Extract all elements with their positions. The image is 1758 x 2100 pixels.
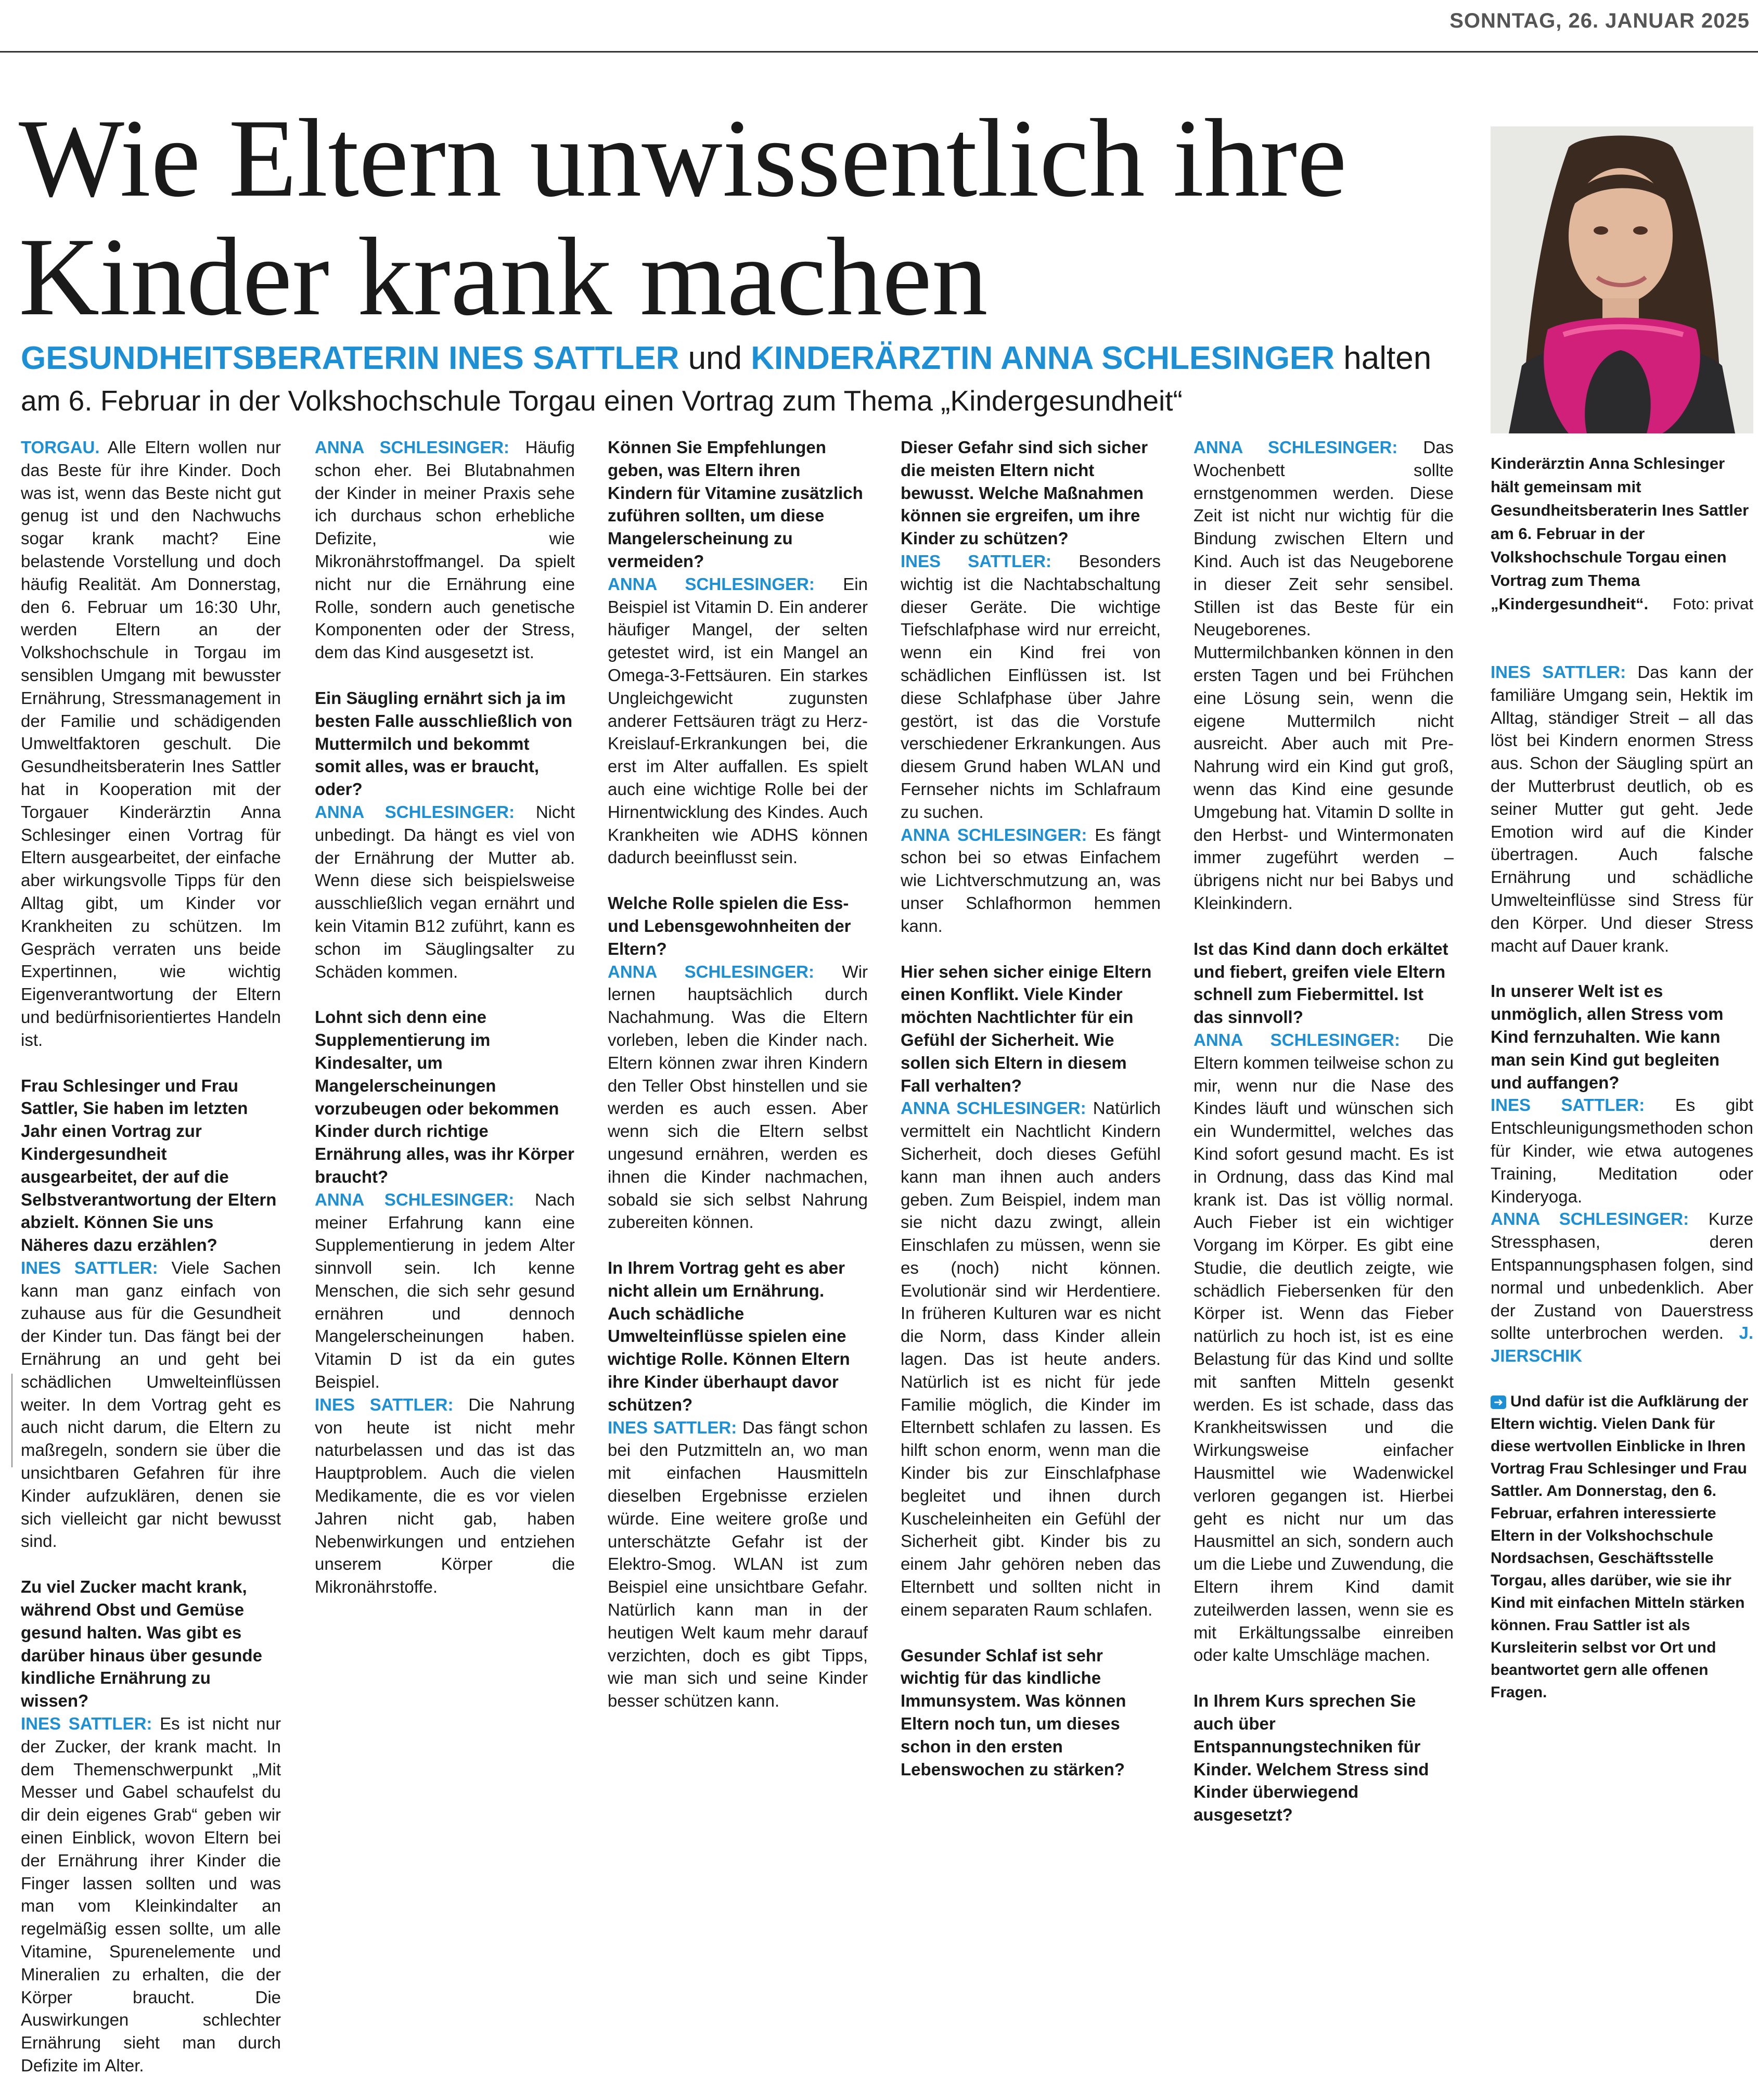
answer-1: Viele Sachen kann man ganz einfach von zuhause aus für die Gesundheit der Kinder tun. Das fängt bei der Ernährung an und geht bei schädlichen Umwelteinflüssen weiter. In dem Vortrag geht es auch nicht darum, die Eltern zu maßregeln, sondern sie über die unsichtbaren Gefahren für ihre Kinder aufzuklären, denen sie sich vielleicht gar nicht bewusst sind.	[21, 1258, 281, 1551]
subheadline	[21, 338, 1478, 379]
answer-8b: Es fängt schon bei so etwas Einfachem wie Lichtverschmutzung an, was unser Schlafhormon hemmen kann.	[901, 825, 1161, 936]
question-1: Frau Schlesinger und Frau Sattler, Sie haben im letzten Jahr einen Vortrag zur Kindergesundheit ausgearbeitet, der auf die Selbstverantwortung der Eltern abzielt. Können Sie uns Näheres dazu erzählen?	[21, 1075, 277, 1255]
answer-2b: Häufig schon eher. Bei Blutabnahmen der Kinder in meiner Praxis sehe ich durchaus schon erhebliche Defizite, wie Mikronährstoffmangel. Da spielt nicht nur die Ernährung eine Rolle, sondern auch genetische Komponenten oder der Stress, dem das Kind ausgesetzt ist.	[315, 438, 575, 662]
answer-4b: Die Nahrung von heute ist nicht mehr naturbelassen und das ist das Hauptproblem. Auch die vielen Medikamente, die es vor vielen Jahren nicht gab, haben Nebenwirkungen und entziehen unserem Körper die Mikronährstoffe.	[315, 1394, 575, 1597]
portrait-photo	[1491, 126, 1753, 433]
column-6	[1491, 661, 1753, 1726]
speaker-ines-1: INES SATTLER:	[21, 1258, 158, 1277]
answer-3: Nicht unbedingt. Da hängt es viel von der Ernährung der Mutter ab. Wenn diese sich beispielsweise ausschließlich vegan ernährt und kein Vitamin B12 zuführt, kann es schon im Säuglingsalter zu Schäden kommen.	[315, 802, 575, 981]
answer-12: Das kann der familiäre Umgang sein, Hektik im Alltag, ständiger Streit – all das löst bei Kindern enormen Stress aus. Schon der Säugling spürt an der Mutterbrust deutlich, ob es seiner Mutter gut geht. Jede Emotion wird auf die Kinder übertragen. Auch falsche Ernährung und schädliche Umwelteinflüsse sind Stress für den Körper. Und dieser Stress macht auf Dauer krank.	[1491, 662, 1754, 955]
answer-11: Die Eltern kommen teilweise schon zu mir, wenn nur die Nase des Kindes läuft und wünschen sich ein Wundermittel, welches das Kind sofort gesund macht. Es ist in Ordnung, dass das Kind mal krank ist. Das ist völlig normal. Auch Fieber ist ein wichtiger Vorgang im Körper. Es gibt eine Studie, die deutlich zeigte, wie schädlich Fiebersenken für den Körper ist. Wenn das Fieber natürlich zu hoch ist, ist es eine Belastung für das Kind und sollte mit sanften Mitteln gesenkt werden. Es ist schade, dass das Krankheitswissen und die Wirkungsweise einfacher Hausmittel wie Wadenwickel verloren gegangen ist. Hierbei geht es nicht nur um das Hausmittel an sich, sondern auch um die Liebe und Zuwendung, die Eltern ihrem Kind damit zuteilwerden lassen, wenn sie es mit Erkältungssalbe einreiben oder kalte Umschläge machen.	[1194, 1030, 1454, 1665]
speaker-anna-10: ANNA SCHLESINGER:	[1491, 1209, 1689, 1229]
header-rule	[0, 51, 1758, 53]
subheadline-line-2: am 6. Februar in der Volkshochschule Torgau einen Vortrag zum Thema „Kindergesundheit“	[21, 385, 1183, 417]
answer-2: Es ist nicht nur der Zucker, der krank macht. In dem Themenschwerpunkt „Mit Messer und Gabel schaufelst du dir dein eigenes Grab“ geben wir einen Einblick, wovon Eltern bei der Ernährung ihrer Kinder die Finger lassen sollten und was man vom Kleinkindalter an regelmäßig essen sollte, um alle Vitamine, Spurenelemente und Mineralien zu erhalten, die der Körper braucht. Die Auswirkungen schlechter Ernährung sieht man durch Defizite im Alter.	[21, 1714, 281, 2075]
answer-13b: Kurze Stressphasen, deren Entspannungsphasen folgen, sind normal und unbedenklich. Aber der Zustand von Dauerstress sollte unterbrochen werden.	[1491, 1209, 1754, 1343]
author-signature: J. JIERSCHIK	[1491, 1323, 1754, 1366]
speaker-anna-3: ANNA SCHLESINGER:	[315, 1189, 515, 1209]
speaker-anna-5: ANNA SCHLESINGER:	[608, 962, 814, 981]
closing-note	[1491, 1390, 1753, 1704]
column-1	[21, 436, 281, 2100]
speaker-anna-1: ANNA SCHLESINGER:	[315, 438, 510, 457]
speaker-anna-2: ANNA SCHLESINGER:	[315, 802, 515, 822]
subhead-name-2: KINDERÄRZTIN ANNA SCHLESINGER	[751, 340, 1335, 376]
column-2	[315, 436, 575, 1621]
headline-line-1: Wie Eltern unwissentlich ihre	[19, 96, 1347, 220]
column-4	[901, 436, 1161, 1781]
answer-5: Ein Beispiel ist Vitamin D. Ein anderer häufiger Mangel, der selten getestet wird, ist ein Mangel an Omega-3-Fettsäuren. Ein starkes Ungleichgewicht zugunsten anderer Fettsäuren trägt zu Herz-Kreislauf-Erkrankungen bei, die erst im Alter auffallen. Es spielt auch eine wichtige Rolle bei der Hirnentwicklung des Kindes. Auch Krankheiten wie ADHS können dadurch beeinflusst sein.	[608, 574, 868, 867]
question-2: Zu viel Zucker macht krank, während Obst und Gemüse gesund halten. Was gibt es darüber hinaus über gesunde kindliche Ernährung zu wissen?	[21, 1577, 262, 1711]
dateline-city: TORGAU.	[21, 438, 100, 457]
answer-4: Nach meiner Erfahrung kann eine Supplementierung in jedem Alter sinnvoll sein. Ich kenne Menschen, die sich sehr gesund ernähren und dennoch Mangelerscheinungen haben. Vitamin D ist da ein gutes Beispiel.	[315, 1189, 575, 1392]
question-8: Dieser Gefahr sind sich sicher die meisten Eltern nicht bewusst. Welche Maßnahmen können sie ergreifen, um ihre Kinder zu schützen?	[901, 438, 1148, 548]
column-marker-rule	[11, 1374, 12, 1467]
answer-13: Es gibt Entschleunigungsmethoden schon für Kinder, wie etwa autogenes Training, Meditation oder Kinderyoga.	[1491, 1095, 1754, 1206]
answer-10: Das Wochenbett sollte ernstgenommen werden. Diese Zeit ist nicht nur wichtig für die Bindung zwischen Eltern und Kind. Auch ist das Neugeborene in dieser Zeit sehr sensibel. Stillen ist das Beste für ein Neugeborenes. Muttermilchbanken können in den ersten Tagen und bei Frühchen eine Lösung sein, wenn die eigene Muttermilch nicht ausreicht. Aber auch mit Pre-Nahrung wird ein Kind gut groß, wenn das Kind eine gesunde Umgebung hat. Vitamin D sollte in den Herbst- und Wintermonaten immer zugeführt werden – übrigens nicht nur bei Babys und Kleinkindern.	[1194, 438, 1454, 913]
caption-text: Kinderärztin Anna Schlesinger hält gemeinsam mit Gesundheitsberaterin Ines Sattler am 6. Februar in der Volkshochschule Torgau einen Vortrag zum Thema „Kindergesundheit“.	[1491, 454, 1749, 613]
question-3: Ein Säugling ernährt sich ja im besten Falle ausschließlich von Muttermilch und bekommt somit alles, was er braucht, oder?	[315, 688, 573, 799]
arrow-right-icon: ➜	[1491, 1395, 1506, 1409]
question-7: In Ihrem Vortrag geht es aber nicht allein um Ernährung. Auch schädliche Umwelteinflüsse spielen eine wichtige Rolle. Können Eltern ihre Kinder überhaupt davor schützen?	[608, 1258, 850, 1414]
answer-8: Besonders wichtig ist die Nachtabschaltung dieser Geräte. Die wichtige Tiefschlafphase wird nur erreicht, wenn ein Kind frei von schädlichen Einflüssen ist. Ist diese Schlafphase über Jahre gestört, ist das die Vorstufe verschiedener Erkrankungen. Aus diesem Grund haben WLAN und Fernseher nichts im Schlafraum zu suchen.	[901, 551, 1161, 822]
headline-line-2: Kinder krank machen	[19, 214, 988, 339]
closing-text: Und dafür ist die Aufklärung der Eltern wichtig. Vielen Dank für diese wertvollen Einblicke in Ihren Vortrag Frau Schlesinger und Frau Sattler. Am Donnerstag, den 6. Februar, erfahren interessierte Eltern in der Volkshochschule Nordsachsen, Geschäftsstelle Torgau, alles darüber, wie sie ihr Kind mit einfachen Mitteln stärken können. Frau Sattler ist als Kursleiterin selbst vor Ort und beantwortet gern alle offenen Fragen.	[1491, 1392, 1749, 1701]
question-13: In unserer Welt ist es unmöglich, allen Stress vom Kind fernzuhalten. Wie kann man sein Kind gut begleiten und auffangen?	[1491, 981, 1724, 1092]
subhead-und: und	[688, 340, 742, 376]
question-5: Können Sie Empfehlungen geben, was Eltern ihren Kindern für Vitamine zusätzlich zuführen sollten, um diese Mangelerscheinung zu vermeiden?	[608, 438, 863, 571]
question-12: In Ihrem Kurs sprechen Sie auch über Entspannungstechniken für Kinder. Welchem Stress sind Kinder überwiegend ausgesetzt?	[1194, 1691, 1429, 1825]
column-3	[608, 436, 868, 1735]
speaker-anna-9: ANNA SCHLESINGER:	[1194, 1030, 1400, 1049]
speaker-ines-5: INES SATTLER:	[901, 551, 1051, 571]
question-4: Lohnt sich denn eine Supplementierung im Kindesalter, um Mangelerscheinungen vorzubeugen oder bekommen Kinder durch richtige Ernährung alles, was ihr Körper braucht?	[315, 1007, 574, 1186]
speaker-anna-7: ANNA SCHLESINGER:	[901, 1098, 1086, 1118]
headline	[19, 96, 1455, 339]
question-9: Hier sehen sicher einige Eltern einen Konflikt. Viele Kinder möchten Nachtlichter für ein Gefühl der Sicherheit. Wie sollen sich Eltern in diesem Fall verhalten?	[901, 962, 1152, 1095]
intro-text: Alle Eltern wollen nur das Beste für ihre Kinder. Doch was ist, wenn das Beste nicht gut genug ist und den Nachwuchs sogar krank macht? Eine belastende Vorstellung und doch häufig Realität. Am Donnerstag, den 6. Februar um 16:30 Uhr, werden Eltern an der Volkshochschule in Torgau im sensiblen Umgang mit bewusster Ernährung, Stressmanagement in der Familie und schädigenden Umweltfaktoren geschult. Die Gesundheitsberaterin Ines Sattler hat in Kooperation mit der Torgauer Kinderärztin Anna Schlesinger einen Vortrag für Eltern ausgearbeitet, der einfache aber wirkungsvolle Tipps für den Alltag gibt, um Kinder vor Krankheiten zu schützen. Im Gespräch verraten uns beide Expertinnen, wie wichtig Eigenverantwortung der Eltern und bedürfnisorientiertes Handeln ist.	[21, 438, 281, 1049]
photo-caption	[1491, 452, 1753, 616]
question-10: Gesunder Schlaf ist sehr wichtig für das kindliche Immunsystem. Was können Eltern noch tun, um dieses schon in den ersten Lebenswochen zu stärken?	[901, 1645, 1126, 1779]
photo-credit: Foto: privat	[1672, 595, 1753, 613]
answer-9: Natürlich vermittelt ein Nachtlicht Kindern Sicherheit, doch dieses Gefühl kann man ihnen auch anders geben. Zum Beispiel, indem man sie nicht dazu zwingt, allein Einschlafen zu müssen, wenn sie es (noch) nicht können. Evolutionär sind wir Herdentiere. In früheren Kulturen war es nicht die Norm, dass Kinder allein lagen. Das ist heute anders. Natürlich ist es nicht für jede Familie möglich, die Kinder im Elternbett schlafen zu lassen. Es hilft schon enorm, wenn man die Kinder bis zur Einschlafphase begleitet und ihnen durch Kuscheleinheiten ein Gefühl der Sicherheit gibt. Kinder bis zu einem Jahr gehören neben das Elternbett und sollten nicht in einem separaten Raum schlafen.	[901, 1098, 1161, 1619]
question-11: Ist das Kind dann doch erkältet und fiebert, greifen viele Eltern schnell zum Fiebermittel. Ist das sinnvoll?	[1194, 939, 1448, 1027]
issue-date: SONNTAG, 26. JANUAR 2025	[1449, 9, 1750, 32]
portrait-illustration	[1491, 126, 1753, 433]
speaker-anna-8: ANNA SCHLESINGER:	[1194, 438, 1398, 457]
speaker-ines-4: INES SATTLER:	[608, 1417, 737, 1437]
speaker-ines-7: INES SATTLER:	[1491, 1095, 1645, 1115]
question-6: Welche Rolle spielen die Ess- und Lebensgewohnheiten der Eltern?	[608, 893, 851, 958]
speaker-ines-6: INES SATTLER:	[1491, 662, 1626, 682]
answer-7: Das fängt schon bei den Putzmitteln an, wo man mit einfachen Hausmitteln dieselben Ergebnisse erzielen würde. Eine weitere große und unterschätzte Gefahr ist der Elektro-Smog. WLAN ist zum Beispiel eine unsichtbare Gefahr. Natürlich kann man in der heutigen Welt kaum mehr darauf verzichten, doch es gibt Tipps, wie man sich und seine Kinder besser schützen kann.	[608, 1417, 868, 1711]
speaker-ines-3: INES SATTLER:	[315, 1394, 454, 1414]
subhead-name-1: GESUNDHEITSBERATERIN INES SATTLER	[21, 340, 679, 376]
column-5	[1194, 436, 1454, 1826]
answer-6: Wir lernen hauptsächlich durch Nachahmung. Was die Eltern vorleben, leben die Kinder nach. Eltern können zwar ihren Kindern den Teller Obst hinstellen und sie werden es auch essen. Aber wenn sich die Eltern selbst ungesund ernähren, werden es ihnen die Kinder nachmachen, sobald sie sich selbst Nahrung zubereiten können.	[608, 962, 868, 1232]
speaker-anna-4: ANNA SCHLESINGER:	[608, 574, 815, 594]
speaker-anna-6: ANNA SCHLESINGER:	[901, 825, 1087, 844]
subhead-halten: halten	[1343, 340, 1432, 376]
speaker-ines-2: INES SATTLER:	[21, 1714, 152, 1734]
